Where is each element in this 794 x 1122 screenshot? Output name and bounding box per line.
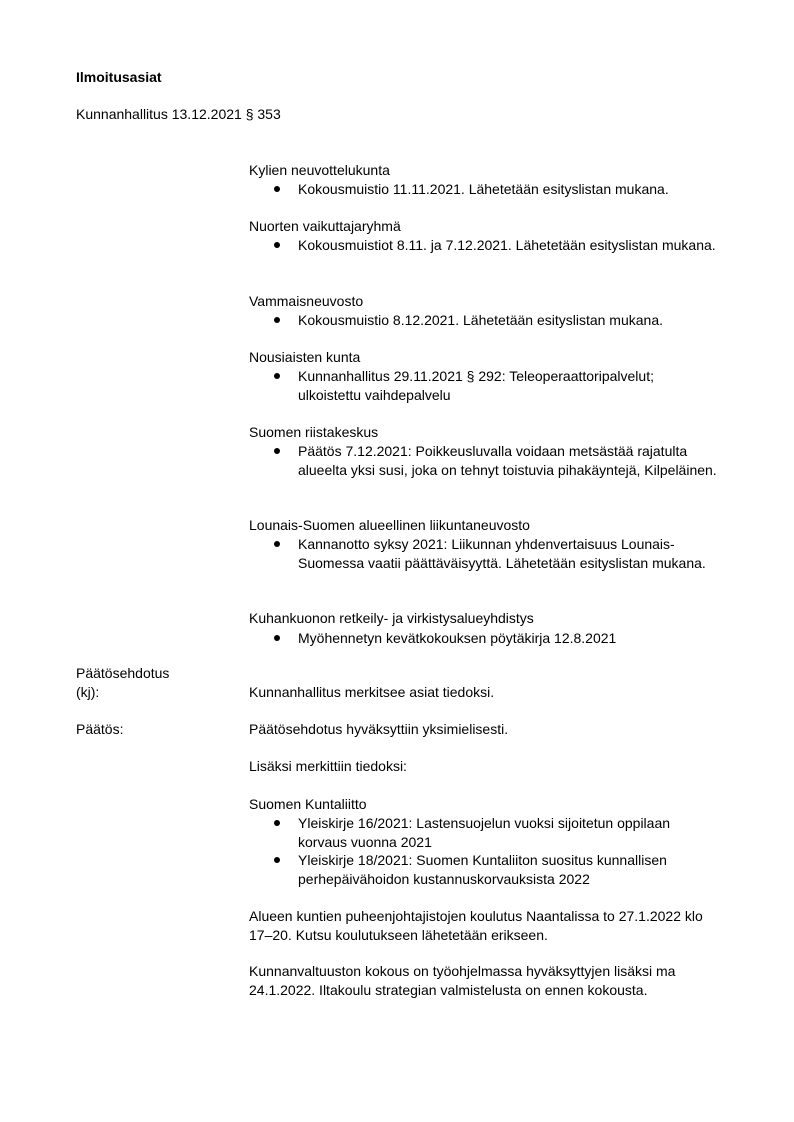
bullet-icon xyxy=(274,857,280,863)
decision-label: Päätös: xyxy=(76,721,124,737)
bullet-list xyxy=(249,442,749,479)
group-heading: Suomen riistakeskus xyxy=(249,424,379,440)
bullet-list xyxy=(249,367,749,404)
list-item-text: Kunnanhallitus 29.11.2021 § 292: Teleoperaattoripalvelut; ulkoistettu vaihdepalvelu xyxy=(298,368,654,403)
group-heading: Suomen Kuntaliitto xyxy=(249,796,367,812)
bullet-list xyxy=(249,180,749,199)
decision-text: Päätösehdotus hyväksyttiin yksimielisesti. xyxy=(249,721,509,737)
list-item-text: Yleiskirje 16/2021: Lastensuojelun vuoksi sijoitetun oppilaan korvaus vuonna 2021 xyxy=(298,815,671,850)
bullet-list xyxy=(249,814,749,888)
bullet-icon xyxy=(274,186,280,192)
bullet-list xyxy=(249,629,749,648)
bullet-icon xyxy=(274,373,280,379)
bullet-icon xyxy=(274,820,280,826)
bullet-icon xyxy=(274,317,280,323)
bullet-list xyxy=(249,236,749,255)
list-item xyxy=(249,814,718,851)
group-heading: Nousiaisten kunta xyxy=(249,349,361,365)
additional-notice-intro: Lisäksi merkittiin tiedoksi: xyxy=(249,758,407,774)
bullet-icon xyxy=(274,635,280,641)
proposal-text: Kunnanhallitus merkitsee asiat tiedoksi. xyxy=(249,684,495,700)
group-heading: Vammaisneuvosto xyxy=(249,293,364,309)
list-item xyxy=(249,236,738,255)
paragraph: Kunnanvaltuuston kokous on työohjelmassa hyväksyttyjen lisäksi ma 24.1.2022. Iltakoulu strategian valmistelusta on ennen kokousta. xyxy=(249,963,676,998)
list-item-text: Yleiskirje 18/2021: Suomen Kuntaliiton suositus kunnallisen perhepäivähoidon kustannuskorvauksista 2022 xyxy=(298,852,667,887)
list-item xyxy=(249,442,718,479)
group-heading: Lounais-Suomen alueellinen liikuntaneuvosto xyxy=(249,517,530,533)
list-item xyxy=(249,180,738,199)
group-heading: Kylien neuvottelukunta xyxy=(249,162,390,178)
list-item xyxy=(249,311,738,330)
meeting-reference: Kunnanhallitus 13.12.2021 § 353 xyxy=(76,106,281,122)
list-item-text: Päätös 7.12.2021: Poikkeusluvalla voidaan metsästää rajatulta alueelta yksi susi, joka on tehnyt toistuvia pihakäyntejä, Kilpeläinen. xyxy=(298,443,717,478)
bullet-list xyxy=(249,311,749,330)
page-title: Ilmoitusasiat xyxy=(76,69,162,85)
list-item-text: Kokousmuistio 11.11.2021. Lähetetään esityslistan mukana. xyxy=(298,181,669,197)
list-item xyxy=(249,367,718,404)
list-item xyxy=(249,535,738,572)
list-item-text: Kannanotto syksy 2021: Liikunnan yhdenvertaisuus Lounais-Suomessa vaatii päättäväisyyttä. Lähetetään esityslistan mukana. xyxy=(298,536,706,571)
proposal-label-author: (kj): xyxy=(76,684,100,700)
list-item-text: Kokousmuistio 8.12.2021. Lähetetään esityslistan mukana. xyxy=(298,312,664,328)
list-item xyxy=(249,851,718,888)
bullet-list xyxy=(249,535,749,572)
paragraph: Alueen kuntien puheenjohtajistojen koulutus Naantalissa to 27.1.2022 klo 17–20. Kutsu koulutukseen lähetetään erikseen. xyxy=(249,908,703,943)
list-item xyxy=(249,629,738,648)
bullet-icon xyxy=(274,242,280,248)
group-heading: Kuhankuonon retkeily- ja virkistysalueyhdistys xyxy=(249,610,534,626)
bullet-icon xyxy=(274,448,280,454)
bullet-icon xyxy=(274,541,280,547)
list-item-text: Kokousmuistiot 8.11. ja 7.12.2021. Lähetetään esityslistan mukana. xyxy=(298,237,716,253)
group-heading: Nuorten vaikuttajaryhmä xyxy=(249,218,401,234)
list-item-text: Myöhennetyn kevätkokouksen pöytäkirja 12.8.2021 xyxy=(298,630,617,646)
proposal-label: Päätösehdotus xyxy=(76,665,170,681)
